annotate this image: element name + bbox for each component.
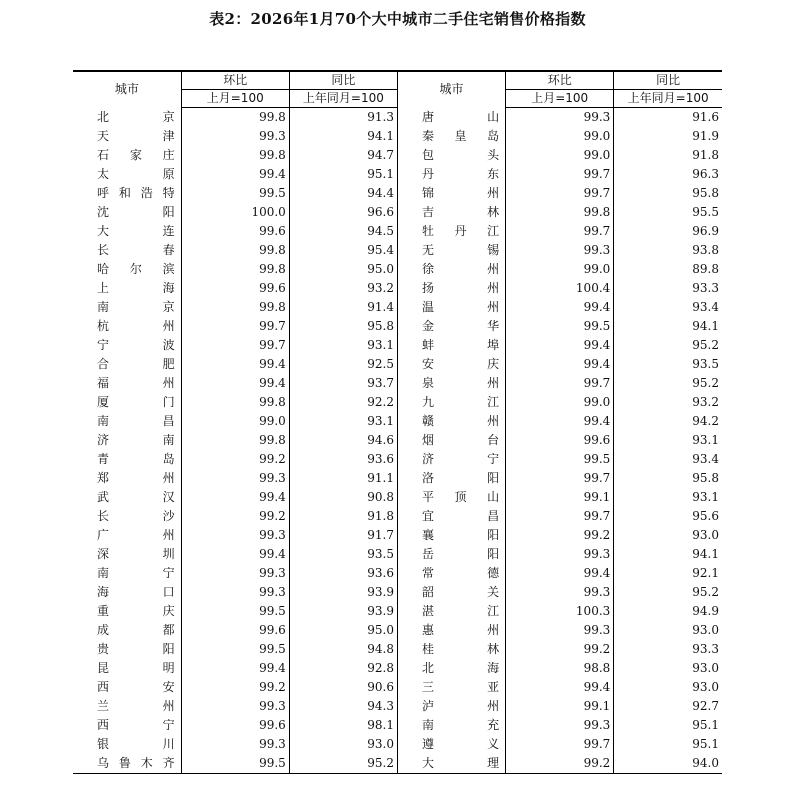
mom-value-right: 99.7 — [506, 507, 614, 526]
city-name-left: 郑州 — [97, 471, 175, 485]
table-row — [73, 184, 722, 203]
mom-value-left: 99.4 — [181, 165, 289, 184]
mom-value-right: 99.7 — [506, 184, 614, 203]
mom-value-right: 99.0 — [506, 146, 614, 165]
mom-value-left: 99.8 — [181, 298, 289, 317]
city-name-left: 南京 — [97, 300, 175, 314]
mom-value-right: 98.8 — [506, 659, 614, 678]
yoy-value-left: 93.6 — [289, 450, 397, 469]
mom-value-right: 99.4 — [506, 355, 614, 374]
mom-value-right: 99.3 — [506, 583, 614, 602]
table-row — [73, 279, 722, 298]
table-row — [73, 545, 722, 564]
yoy-value-right: 93.0 — [614, 526, 722, 545]
mom-value-left: 99.8 — [181, 241, 289, 260]
city-name-right: 蚌埠 — [397, 336, 505, 355]
city-name-left: 太原 — [97, 167, 175, 181]
city-name-left: 成都 — [97, 623, 175, 637]
city-name-right: 岳阳 — [397, 545, 505, 564]
city-name-left: 西宁 — [97, 718, 175, 732]
city-name-left: 深圳 — [97, 547, 175, 561]
yoy-value-left: 94.3 — [289, 697, 397, 716]
mom-value-right: 99.4 — [506, 298, 614, 317]
city-name-left: 贵阳 — [97, 642, 175, 656]
mom-value-left: 99.4 — [181, 488, 289, 507]
yoy-value-right: 95.6 — [614, 507, 722, 526]
city-name-right: 温州 — [397, 298, 505, 317]
table-row — [73, 108, 722, 128]
yoy-value-left: 95.4 — [289, 241, 397, 260]
yoy-value-right: 93.5 — [614, 355, 722, 374]
yoy-value-left: 94.4 — [289, 184, 397, 203]
yoy-value-right: 93.0 — [614, 621, 722, 640]
city-name-right: 牡丹江 — [397, 222, 505, 241]
table-row — [73, 336, 722, 355]
table-row — [73, 507, 722, 526]
city-name-right: 扬州 — [397, 279, 505, 298]
yoy-value-left: 92.2 — [289, 393, 397, 412]
city-name-left: 青岛 — [97, 452, 175, 466]
mom-value-left: 99.6 — [181, 222, 289, 241]
table-row — [73, 203, 722, 222]
mom-value-left: 99.0 — [181, 412, 289, 431]
yoy-value-left: 91.4 — [289, 298, 397, 317]
mom-value-left: 99.5 — [181, 754, 289, 774]
mom-value-left: 100.0 — [181, 203, 289, 222]
city-name-left: 南宁 — [97, 566, 175, 580]
city-name-right: 锦州 — [397, 184, 505, 203]
city-name-left: 上海 — [97, 281, 175, 295]
table-row — [73, 450, 722, 469]
yoy-base-left: 上年同月=100 — [289, 90, 397, 108]
mom-value-right: 99.7 — [506, 374, 614, 393]
yoy-value-left: 95.1 — [289, 165, 397, 184]
yoy-value-left: 91.8 — [289, 507, 397, 526]
table-row — [73, 564, 722, 583]
table-row — [73, 640, 722, 659]
mom-value-right: 99.7 — [506, 222, 614, 241]
yoy-value-right: 94.2 — [614, 412, 722, 431]
city-name-right: 吉林 — [397, 203, 505, 222]
city-name-right: 北海 — [397, 659, 505, 678]
mom-value-left: 99.6 — [181, 716, 289, 735]
mom-value-left: 99.3 — [181, 697, 289, 716]
table-row — [73, 583, 722, 602]
mom-value-left: 99.5 — [181, 640, 289, 659]
city-name-left: 兰州 — [97, 699, 175, 713]
yoy-value-right: 96.9 — [614, 222, 722, 241]
table-row — [73, 678, 722, 697]
mom-value-left: 99.6 — [181, 279, 289, 298]
yoy-value-left: 93.9 — [289, 583, 397, 602]
mom-value-left: 99.5 — [181, 602, 289, 621]
table-row — [73, 355, 722, 374]
yoy-value-right: 95.1 — [614, 716, 722, 735]
city-name-right: 包头 — [397, 146, 505, 165]
yoy-value-right: 93.0 — [614, 659, 722, 678]
yoy-value-right: 93.1 — [614, 431, 722, 450]
city-name-right: 赣州 — [397, 412, 505, 431]
mom-value-right: 100.3 — [506, 602, 614, 621]
yoy-value-right: 93.3 — [614, 279, 722, 298]
mom-value-left: 99.7 — [181, 317, 289, 336]
city-name-right: 烟台 — [397, 431, 505, 450]
city-name-left: 西安 — [97, 680, 175, 694]
yoy-value-left: 93.5 — [289, 545, 397, 564]
city-name-left: 海口 — [97, 585, 175, 599]
yoy-value-left: 94.5 — [289, 222, 397, 241]
yoy-value-right: 93.4 — [614, 450, 722, 469]
city-name-left: 合肥 — [97, 357, 175, 371]
city-name-right: 惠州 — [397, 621, 505, 640]
yoy-value-left: 92.8 — [289, 659, 397, 678]
city-name-right: 遵义 — [397, 735, 505, 754]
mom-value-left: 99.8 — [181, 431, 289, 450]
mom-value-right: 99.4 — [506, 336, 614, 355]
mom-value-right: 99.5 — [506, 317, 614, 336]
table-row — [73, 165, 722, 184]
yoy-value-left: 93.1 — [289, 412, 397, 431]
mom-value-left: 99.6 — [181, 621, 289, 640]
city-header-left: 城市 — [114, 82, 139, 97]
city-name-left: 长春 — [97, 243, 175, 257]
yoy-value-right: 92.7 — [614, 697, 722, 716]
mom-value-right: 99.7 — [506, 735, 614, 754]
yoy-value-right: 95.2 — [614, 374, 722, 393]
city-name-right: 南充 — [397, 716, 505, 735]
table-row — [73, 146, 722, 165]
mom-value-right: 99.4 — [506, 412, 614, 431]
yoy-value-right: 95.2 — [614, 583, 722, 602]
mom-value-left: 99.3 — [181, 564, 289, 583]
table-row — [73, 412, 722, 431]
city-name-right: 桂林 — [397, 640, 505, 659]
city-name-right: 济宁 — [397, 450, 505, 469]
table-row — [73, 716, 722, 735]
city-name-right: 洛阳 — [397, 469, 505, 488]
table-row — [73, 298, 722, 317]
mom-value-right: 99.7 — [506, 165, 614, 184]
yoy-value-left: 91.3 — [289, 108, 397, 128]
table-row — [73, 393, 722, 412]
table-row — [73, 222, 722, 241]
city-name-right: 唐山 — [397, 108, 505, 128]
city-name-right: 泸州 — [397, 697, 505, 716]
city-name-right: 湛江 — [397, 602, 505, 621]
mom-value-right: 99.4 — [506, 678, 614, 697]
mom-value-left: 99.2 — [181, 678, 289, 697]
yoy-value-right: 93.0 — [614, 678, 722, 697]
yoy-header-left: 同比 — [289, 71, 397, 90]
yoy-value-left: 93.0 — [289, 735, 397, 754]
yoy-value-left: 95.2 — [289, 754, 397, 774]
mom-value-right: 99.2 — [506, 754, 614, 774]
city-name-left: 哈尔滨 — [97, 262, 175, 276]
city-name-right: 襄阳 — [397, 526, 505, 545]
table-row — [73, 260, 722, 279]
yoy-value-left: 94.6 — [289, 431, 397, 450]
city-name-right: 金华 — [397, 317, 505, 336]
yoy-value-left: 93.1 — [289, 336, 397, 355]
mom-value-left: 99.7 — [181, 336, 289, 355]
yoy-value-right: 93.1 — [614, 488, 722, 507]
city-name-left: 长沙 — [97, 509, 175, 523]
city-name-left: 南昌 — [97, 414, 175, 428]
yoy-value-right: 94.0 — [614, 754, 722, 774]
table-row — [73, 735, 722, 754]
yoy-value-right: 94.9 — [614, 602, 722, 621]
mom-header-left: 环比 — [181, 71, 289, 90]
mom-value-right: 99.8 — [506, 203, 614, 222]
yoy-value-left: 92.5 — [289, 355, 397, 374]
mom-value-left: 99.5 — [181, 184, 289, 203]
table-row — [73, 469, 722, 488]
mom-value-right: 99.3 — [506, 621, 614, 640]
price-index-table — [73, 70, 722, 774]
yoy-value-left: 95.0 — [289, 621, 397, 640]
city-name-right: 九江 — [397, 393, 505, 412]
yoy-value-left: 93.7 — [289, 374, 397, 393]
yoy-value-left: 94.7 — [289, 146, 397, 165]
table-row — [73, 526, 722, 545]
city-name-left: 宁波 — [97, 338, 175, 352]
yoy-value-right: 95.2 — [614, 336, 722, 355]
city-name-right: 常德 — [397, 564, 505, 583]
mom-value-right: 99.3 — [506, 108, 614, 128]
yoy-value-left: 93.9 — [289, 602, 397, 621]
yoy-header-right: 同比 — [614, 71, 722, 90]
mom-header-right: 环比 — [506, 71, 614, 90]
yoy-value-left: 98.1 — [289, 716, 397, 735]
yoy-value-right: 95.8 — [614, 184, 722, 203]
yoy-value-right: 93.4 — [614, 298, 722, 317]
yoy-value-left: 94.1 — [289, 127, 397, 146]
mom-value-right: 99.3 — [506, 545, 614, 564]
yoy-value-right: 89.8 — [614, 260, 722, 279]
mom-value-right: 99.3 — [506, 716, 614, 735]
yoy-value-right: 95.5 — [614, 203, 722, 222]
city-name-left: 大连 — [97, 224, 175, 238]
city-name-left: 厦门 — [97, 395, 175, 409]
mom-value-left: 99.8 — [181, 146, 289, 165]
mom-value-right: 99.0 — [506, 127, 614, 146]
table-row — [73, 754, 722, 774]
table-row — [73, 374, 722, 393]
table-body — [73, 108, 722, 774]
city-name-left: 沈阳 — [97, 205, 175, 219]
yoy-value-right: 95.8 — [614, 469, 722, 488]
city-name-left: 武汉 — [97, 490, 175, 504]
mom-value-left: 99.3 — [181, 735, 289, 754]
city-name-left: 天津 — [97, 129, 175, 143]
yoy-value-left: 96.6 — [289, 203, 397, 222]
yoy-value-right: 93.3 — [614, 640, 722, 659]
city-name-right: 宜昌 — [397, 507, 505, 526]
yoy-value-right: 96.3 — [614, 165, 722, 184]
city-name-right: 安庆 — [397, 355, 505, 374]
mom-value-left: 99.3 — [181, 583, 289, 602]
city-name-right: 平顶山 — [397, 488, 505, 507]
yoy-value-right: 93.8 — [614, 241, 722, 260]
yoy-value-left: 94.8 — [289, 640, 397, 659]
city-name-right: 徐州 — [397, 260, 505, 279]
table-row — [73, 241, 722, 260]
city-name-right: 大理 — [397, 754, 505, 774]
city-name-left: 昆明 — [97, 661, 175, 675]
yoy-value-right: 91.6 — [614, 108, 722, 128]
table-row — [73, 127, 722, 146]
yoy-value-left: 90.8 — [289, 488, 397, 507]
city-header-right: 城市 — [397, 71, 505, 108]
table-row — [73, 621, 722, 640]
city-name-left: 乌鲁木齐 — [73, 754, 181, 774]
yoy-value-left: 93.2 — [289, 279, 397, 298]
city-name-right: 泉州 — [397, 374, 505, 393]
page-title: 表2：2026年1月70个大中城市二手住宅销售价格指数 — [209, 10, 586, 28]
yoy-value-left: 93.6 — [289, 564, 397, 583]
city-name-right: 丹东 — [397, 165, 505, 184]
table-row — [73, 488, 722, 507]
table-row — [73, 697, 722, 716]
mom-value-left: 99.8 — [181, 260, 289, 279]
city-name-left: 重庆 — [97, 604, 175, 618]
table-row — [73, 602, 722, 621]
mom-value-right: 99.6 — [506, 431, 614, 450]
yoy-value-right: 91.9 — [614, 127, 722, 146]
mom-value-right: 99.1 — [506, 697, 614, 716]
yoy-value-left: 95.8 — [289, 317, 397, 336]
city-name-left: 银川 — [97, 737, 175, 751]
city-name-right: 韶关 — [397, 583, 505, 602]
mom-value-right: 99.2 — [506, 526, 614, 545]
mom-value-left: 99.8 — [181, 108, 289, 128]
mom-value-right: 99.2 — [506, 640, 614, 659]
mom-value-left: 99.3 — [181, 127, 289, 146]
yoy-value-left: 95.0 — [289, 260, 397, 279]
mom-value-left: 99.4 — [181, 374, 289, 393]
mom-value-right: 99.0 — [506, 393, 614, 412]
city-name-left: 福州 — [97, 376, 175, 390]
table-row — [73, 431, 722, 450]
yoy-value-right: 94.1 — [614, 545, 722, 564]
mom-value-right: 99.0 — [506, 260, 614, 279]
mom-value-left: 99.2 — [181, 507, 289, 526]
yoy-value-right: 91.8 — [614, 146, 722, 165]
city-name-right: 三亚 — [397, 678, 505, 697]
yoy-value-left: 90.6 — [289, 678, 397, 697]
mom-value-left: 99.2 — [181, 450, 289, 469]
mom-value-left: 99.8 — [181, 393, 289, 412]
mom-value-right: 99.3 — [506, 241, 614, 260]
yoy-value-right: 95.1 — [614, 735, 722, 754]
mom-value-right: 99.4 — [506, 564, 614, 583]
city-name-left: 广州 — [97, 528, 175, 542]
city-name-left: 济南 — [97, 433, 175, 447]
table-row — [73, 317, 722, 336]
mom-value-right: 99.5 — [506, 450, 614, 469]
city-name-left: 呼和浩特 — [97, 186, 175, 200]
yoy-base-right: 上年同月=100 — [614, 90, 722, 108]
mom-value-left: 99.4 — [181, 545, 289, 564]
city-name-left: 北京 — [97, 109, 175, 124]
mom-base-right: 上月=100 — [506, 90, 614, 108]
yoy-value-right: 93.2 — [614, 393, 722, 412]
yoy-value-right: 94.1 — [614, 317, 722, 336]
yoy-value-left: 91.7 — [289, 526, 397, 545]
mom-value-right: 100.4 — [506, 279, 614, 298]
mom-value-left: 99.4 — [181, 659, 289, 678]
mom-value-right: 99.1 — [506, 488, 614, 507]
mom-base-left: 上月=100 — [181, 90, 289, 108]
mom-value-left: 99.3 — [181, 469, 289, 488]
city-name-right: 无锡 — [397, 241, 505, 260]
yoy-value-right: 92.1 — [614, 564, 722, 583]
mom-value-right: 99.7 — [506, 469, 614, 488]
table-row — [73, 659, 722, 678]
city-name-left: 杭州 — [97, 319, 175, 333]
city-name-left: 石家庄 — [97, 148, 175, 162]
mom-value-left: 99.4 — [181, 355, 289, 374]
mom-value-left: 99.3 — [181, 526, 289, 545]
city-name-right: 秦皇岛 — [397, 127, 505, 146]
yoy-value-left: 91.1 — [289, 469, 397, 488]
